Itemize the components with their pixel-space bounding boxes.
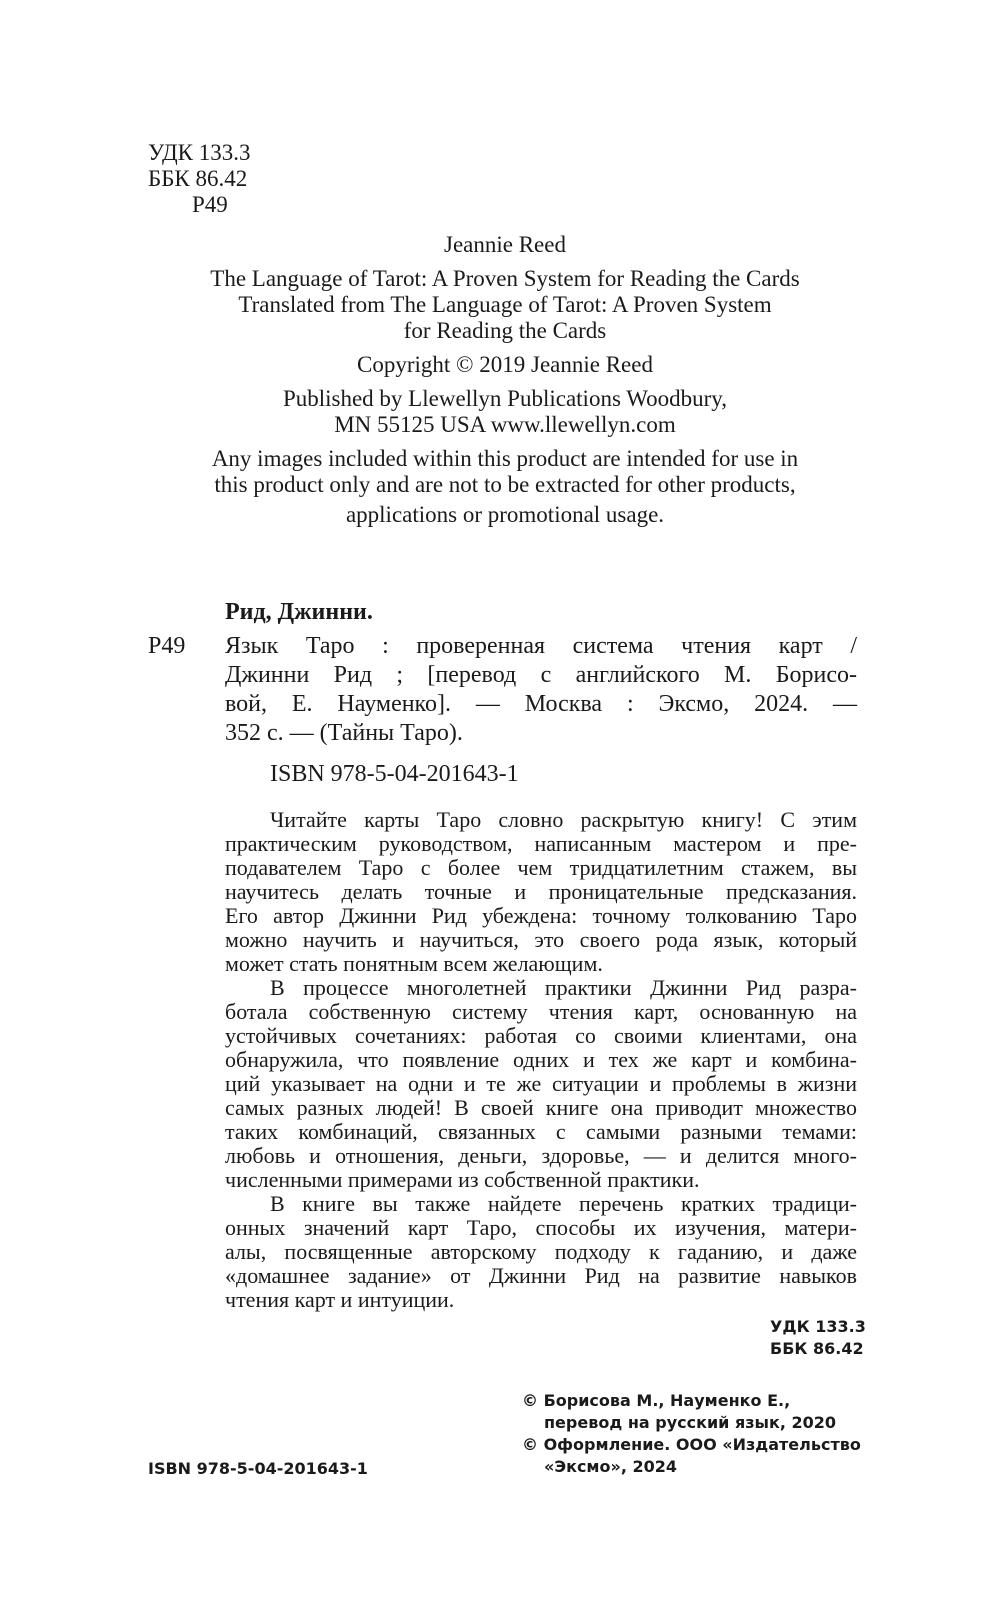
annotation-line: обнаружила, что появление одних и тех же карт и комбина- (225, 1047, 857, 1072)
annotation-line: алы, посвященные авторскому подходу к гаданию, и даже (225, 1239, 857, 1264)
original-edition-block (140, 232, 870, 528)
usage-notice-line-3: applications or promotional usage. (345, 502, 665, 527)
card-author-heading: Рид, Джинни. (225, 599, 373, 625)
classification-bottom (770, 1316, 866, 1360)
annotation-line: можно научить и научиться, это своего рода язык, который (225, 927, 857, 952)
annotation-line: Читайте карты Таро словно раскрытую книгу! С этим (270, 807, 857, 832)
copyright-design-year: «Эксмо», 2024 (544, 1457, 678, 1476)
annotation-line: В процессе многолетней практики Джинни Рид разра- (270, 975, 857, 1000)
original-author: Jeannie Reed (444, 232, 566, 257)
annotation-line: научитесь делать точные и проницательные предсказания. (225, 879, 857, 904)
annotation-line: самых разных людей! В своей книге она приводит множество (225, 1095, 857, 1120)
annotation-line: онных значений карт Таро, способы их изучения, матери- (225, 1215, 857, 1240)
publisher-line-1: Published by Llewellyn Publications Woodbury, (282, 386, 728, 411)
card-isbn: ISBN 978-5-04-201643-1 (270, 761, 519, 787)
usage-notice-line-1: Any images included within this product are intended for use in (211, 446, 799, 471)
annotation-line: практическим руководством, написанным мастером и пре- (225, 831, 857, 856)
bottom-isbn: ISBN 978-5-04-201643-1 (148, 1459, 368, 1478)
card-description-line: Джинни Рид ; [перевод с английского М. Борисо- (225, 662, 857, 688)
copyright-notices (522, 1390, 861, 1478)
original-copyright: Copyright © 2019 Jeannie Reed (357, 352, 653, 377)
bbk-code-bottom: ББК 86.42 (770, 1339, 864, 1358)
annotation-line: устойчивых сочетаниях: работая со своими клиентами, она (225, 1023, 857, 1048)
publisher-line-2: MN 55125 USA www.llewellyn.com (334, 412, 676, 437)
usage-notice-line-2: this product only and are not to be extracted for other products, (214, 472, 796, 497)
annotation-line: «домашнее задание» от Джинни Рид на развитие навыков (225, 1263, 857, 1288)
card-author-code: Р49 (148, 633, 186, 659)
copyright-translators: © Борисова М., Науменко Е., (522, 1391, 791, 1410)
annotation-line: чтения карт и интуиции. (225, 1287, 455, 1312)
card-description-line: 352 с. — (Тайны Таро). (225, 720, 463, 746)
copyright-translation-year: перевод на русский язык, 2020 (544, 1413, 837, 1432)
annotation-line: любовь и отношения, деньги, здоровье, — и делится много- (225, 1143, 857, 1168)
card-description-line: вой, Е. Науменко]. — Москва : Эксмо, 2024. — (225, 691, 857, 717)
bbk-code-top: ББК 86.42 (148, 166, 248, 191)
annotation-line: численными примерами из собственной практики. (225, 1167, 700, 1192)
annotation-line: таких комбинаций, связанных с самыми разными темами: (225, 1119, 857, 1144)
annotation (225, 808, 857, 1312)
translated-from-line-1: Translated from The Language of Tarot: A Proven System (238, 292, 772, 317)
translated-from-line-2: for Reading the Cards (403, 318, 607, 343)
udk-code-top: УДК 133.3 (148, 140, 251, 165)
annotation-line: Его автор Джинни Рид убеждена: точному толкованию Таро (225, 903, 857, 928)
card-description (225, 632, 857, 748)
card-description-line: Язык Таро : проверенная система чтения карт / (225, 633, 857, 659)
annotation-line: ботала собственную систему чтения карт, основанную на (225, 999, 857, 1024)
annotation-line: подавателем Таро с более чем тридцатилетним стажем, вы (225, 855, 857, 880)
annotation-line: В книге вы также найдете перечень кратких традици- (270, 1191, 857, 1216)
original-title: The Language of Tarot: A Proven System for Reading the Cards (210, 266, 800, 291)
udk-code-bottom: УДК 133.3 (770, 1317, 866, 1336)
annotation-line: ций указывает на одни и те же ситуации и проблемы в жизни (225, 1071, 857, 1096)
copyright-design: © Оформление. ООО «Издательство (522, 1435, 861, 1454)
annotation-line: может стать понятным всем желающим. (225, 951, 603, 976)
author-code-top: Р49 (192, 192, 228, 217)
